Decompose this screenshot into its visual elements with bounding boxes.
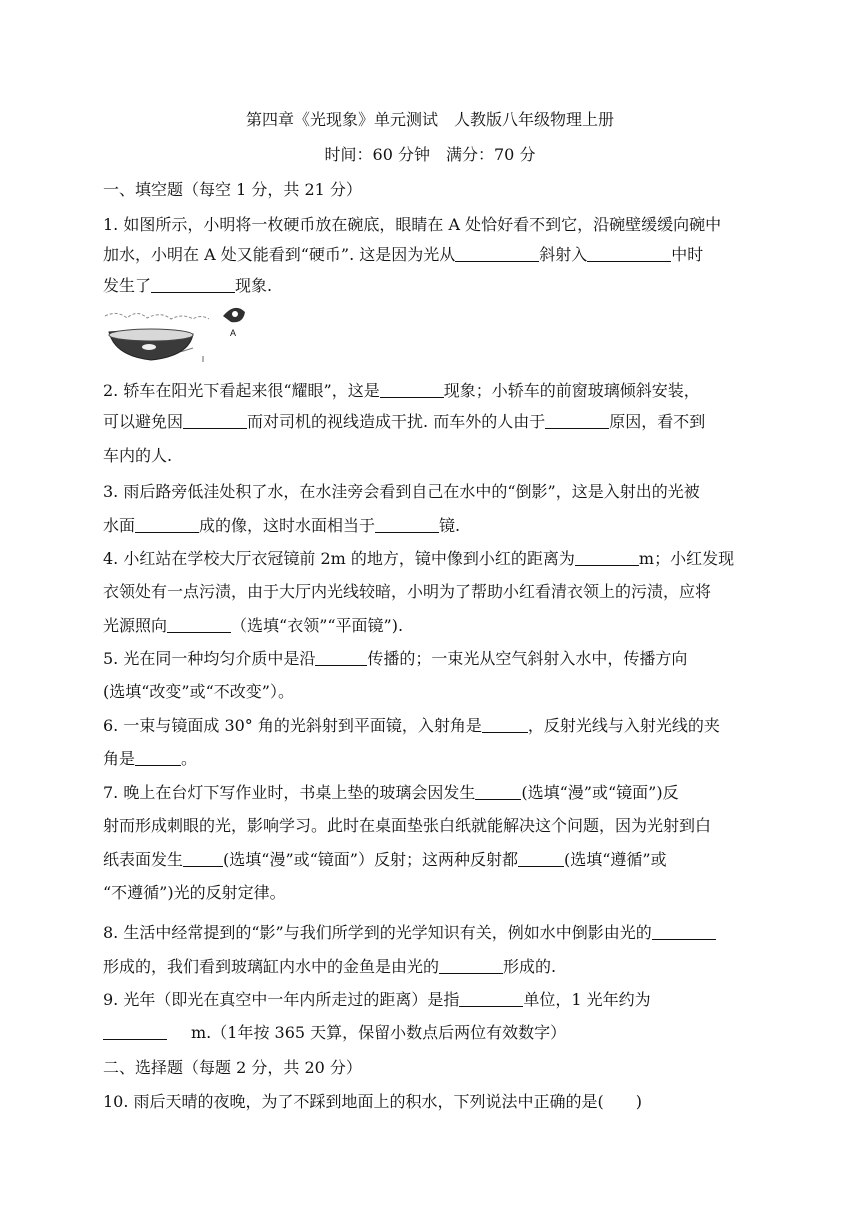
answer-blank[interactable] <box>518 850 564 867</box>
answer-blank[interactable] <box>167 616 231 633</box>
answer-blank[interactable] <box>183 850 223 867</box>
question-7-line-1: 7. 晚上在台灯下写作业时，书桌上垫的玻璃会因发生 (选填“漫”或“镜面”)反 <box>103 783 679 802</box>
page-title: 第四章《光现象》单元测试 人教版八年级物理上册 <box>245 110 614 129</box>
section-choice-heading: 二、选择题（每题 2 分，共 20 分） <box>103 1058 362 1077</box>
answer-blank[interactable] <box>475 783 521 800</box>
answer-blank[interactable] <box>482 716 528 733</box>
answer-blank[interactable] <box>183 412 247 429</box>
section-fill-in-heading: 一、填空题（每空 1 分，共 21 分） <box>103 180 362 199</box>
question-8-line-1: 8. 生活中经常提到的“影”与我们所学到的光学知识有关，例如水中倒影由光的 <box>103 923 763 943</box>
answer-blank[interactable] <box>587 245 671 262</box>
question-5-line-1: 5. 光在同一种均匀介质中是沿 传播的；一束光从空气斜射入水中，传播方向 <box>103 649 688 668</box>
question-4-line-1: 4. 小红站在学校大厅衣冠镜前 2m 的地方，镜中像到小红的距离为 m；小红发现 <box>103 549 735 568</box>
question-2-line-2: 可以避免因 而对司机的视线造成干扰. 而车外的人由于 原因，看不到 <box>103 412 706 431</box>
answer-blank[interactable] <box>455 245 539 262</box>
answer-blank[interactable] <box>375 516 439 533</box>
question-3-line-1: 3. 雨后路旁低洼处积了水，在水洼旁会看到自己在水中的“倒影”，这是入射出的光被 <box>103 482 700 501</box>
answer-blank[interactable] <box>439 957 503 974</box>
bowl-coin-figure <box>103 302 248 362</box>
question-5-line-2: (选填“改变”或“不改变”）。 <box>103 682 294 701</box>
answer-blank[interactable] <box>380 381 444 398</box>
question-7-line-3: 纸表面发生 (选填“漫”或“镜面”）反射；这两种反射都 (选填“遵循”或 <box>103 850 667 869</box>
question-3-line-2: 水面 成的像，这时水面相当于 镜. <box>103 516 461 535</box>
question-1-line-1: 1. 如图所示，小明将一枚硬币放在碗底，眼睛在 A 处恰好看不到它，沿碗壁缓缓向碗中 <box>103 215 722 234</box>
question-1-line-3: 发生了 现象. <box>103 276 273 295</box>
page-subtitle: 时间：60 分钟 满分：70 分 <box>324 145 536 164</box>
answer-blank[interactable] <box>135 749 181 766</box>
question-7-line-2: 射而形成刺眼的光，影响学习。此时在桌面垫张白纸就能解决这个问题，因为光射到白 <box>103 816 712 835</box>
question-10-line-1: 10. 雨后天晴的夜晚，为了不踩到地面上的积水，下列说法中正确的是( ) <box>103 1092 643 1111</box>
answer-blank[interactable] <box>135 516 199 533</box>
figure-label-a: A <box>230 328 237 338</box>
question-8-line-2: 形成的，我们看到玻璃缸内水中的金鱼是由光的 形成的. <box>103 957 557 976</box>
question-9-line-2: m.（1年按 365 天算，保留小数点后两位有效数字） <box>103 1023 763 1043</box>
question-2-line-3: 车内的人. <box>103 446 173 465</box>
question-1-line-2: 加水，小明在 A 处又能看到“硬币”. 这是因为光从 斜射入 中时 <box>103 245 704 264</box>
question-9-line-1: 9. 光年（即光在真空中一年内所走过的距离）是指 单位，1 光年约为 <box>103 990 651 1009</box>
question-2-line-1: 2. 轿车在阳光下看起来很“耀眼”，这是 现象；小轿车的前窗玻璃倾斜安装， <box>103 381 700 400</box>
answer-blank[interactable] <box>103 1023 167 1040</box>
question-6-line-1: 6. 一束与镜面成 30° 角的光斜射到平面镜，入射角是 ，反射光线与入射光线的夹 <box>103 716 720 735</box>
question-6-line-2: 角是 。 <box>103 749 198 768</box>
answer-blank[interactable] <box>459 990 523 1007</box>
question-4-line-3: 光源照向 （选填“衣领”“平面镜”). <box>103 616 404 635</box>
answer-blank[interactable] <box>315 649 367 666</box>
question-4-line-2: 衣领处有一点污渍，由于大厅内光线较暗，小明为了帮助小红看清衣领上的污渍，应将 <box>103 582 712 601</box>
answer-blank[interactable] <box>652 923 716 940</box>
question-7-line-4: “不遵循”)光的反射定律。 <box>103 883 286 902</box>
answer-blank[interactable] <box>545 412 609 429</box>
coin-shape <box>142 344 156 350</box>
answer-blank[interactable] <box>575 549 639 566</box>
answer-blank[interactable] <box>151 276 235 293</box>
